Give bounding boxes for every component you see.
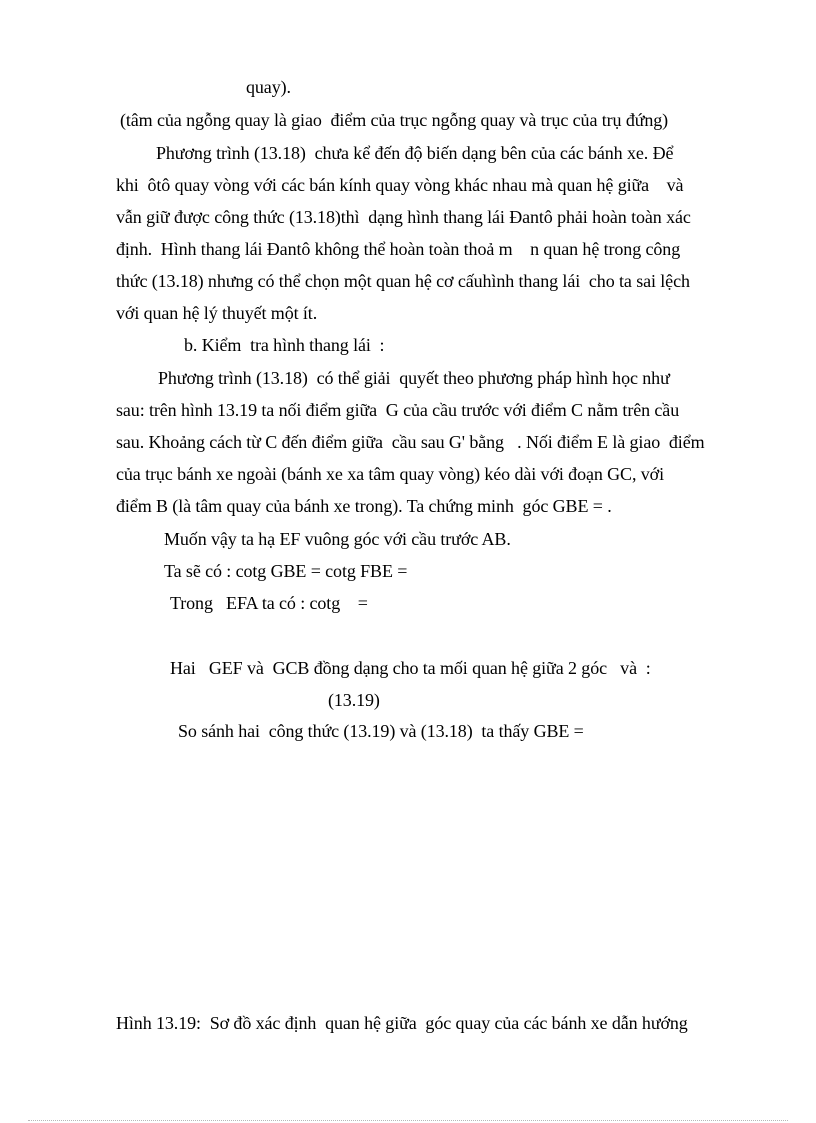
page-bottom-divider bbox=[28, 1120, 788, 1121]
text-line-paragraph-1-b: khi ôtô quay vòng với các bán kính quay vòng khác nhau mà quan hệ giữa và bbox=[116, 175, 684, 195]
text-line-cotg-gbe: Ta sẽ có : cotg GBE = cotg FBE = bbox=[164, 561, 408, 581]
text-line-comparison: So sánh hai công thức (13.19) và (13.18) ta thấy GBE = bbox=[178, 721, 584, 741]
text-line-paragraph-1-c: vẫn giữ được công thức (13.18)thì dạng hình thang lái Đantô phải hoàn toàn xác bbox=[116, 207, 691, 227]
text-line-center-note: (tâm của ngỗng quay là giao điểm của trục ngỗng quay và trục của trụ đứng) bbox=[120, 110, 669, 130]
text-line-paragraph-2-e: điểm B (là tâm quay của bánh xe trong). Ta chứng minh góc GBE = . bbox=[116, 496, 612, 516]
section-heading-b: b. Kiểm tra hình thang lái : bbox=[184, 335, 385, 355]
text-line-paragraph-2-a: Phương trình (13.18) có thể giải quyết theo phương pháp hình học như bbox=[158, 368, 670, 388]
text-line-quay: quay). bbox=[246, 77, 291, 97]
equation-number-13-19: (13.19) bbox=[328, 690, 380, 710]
text-line-perpendicular: Muốn vậy ta hạ EF vuông góc với cầu trước AB. bbox=[164, 529, 511, 549]
text-line-paragraph-1-d: định. Hình thang lái Đantô không thể hoàn toàn thoả m n quan hệ trong công bbox=[116, 239, 681, 259]
text-line-paragraph-1-e: thức (13.18) nhưng có thể chọn một quan hệ cơ cấuhình thang lái cho ta sai lệch bbox=[116, 271, 690, 291]
text-line-triangle-efa: Trong EFA ta có : cotg = bbox=[170, 593, 368, 613]
figure-caption: Hình 13.19: Sơ đồ xác định quan hệ giữa góc quay của các bánh xe dẫn hướng bbox=[116, 1013, 688, 1033]
text-line-paragraph-2-d: của trục bánh xe ngoài (bánh xe xa tâm quay vòng) kéo dài với đoạn GC, với bbox=[116, 464, 664, 484]
text-line-paragraph-2-c: sau. Khoảng cách từ C đến điểm giữa cầu sau G' bằng . Nối điểm E là giao điểm bbox=[116, 432, 705, 452]
text-line-paragraph-2-b: sau: trên hình 13.19 ta nối điểm giữa G của cầu trước với điểm C nằm trên cầu bbox=[116, 400, 680, 420]
text-line-paragraph-1-f: với quan hệ lý thuyết một ít. bbox=[116, 303, 318, 323]
text-line-paragraph-1-a: Phương trình (13.18) chưa kể đến độ biến dạng bên của các bánh xe. Để bbox=[156, 143, 674, 163]
text-line-similar-triangles: Hai GEF và GCB đồng dạng cho ta mối quan hệ giữa 2 góc và : bbox=[170, 658, 651, 678]
